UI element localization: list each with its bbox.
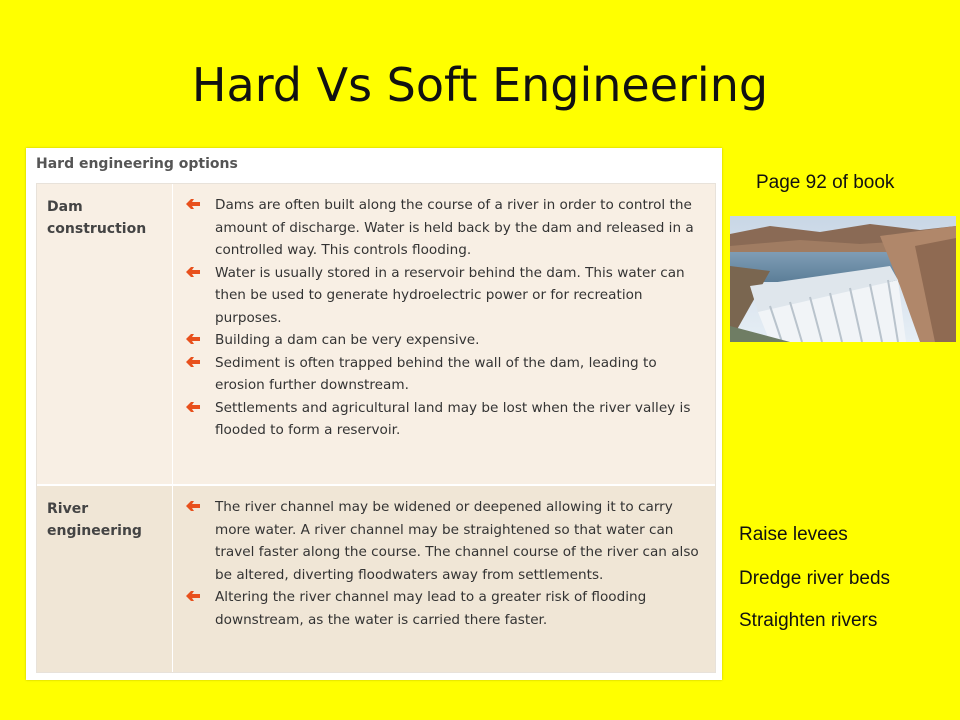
orange-arrow-bullet-icon [185,590,201,602]
table-row-dam [37,184,715,484]
bullet-item [215,194,705,262]
orange-arrow-bullet-icon [185,401,201,413]
bullet-item [215,397,705,442]
row-label-river [37,486,173,672]
side-list-item-straighten: Straighten rivers [739,610,878,631]
row-label-dam [37,184,173,484]
orange-arrow-bullet-icon [185,198,201,210]
bullet-text: Altering the river channel may lead to a greater risk of flooding downstream, as the water is carried there faster. [215,589,647,628]
bullet-text: Dams are often built along the course of a river in order to control the amount of discharge. Water is held back by the dam and released in a controlled way. This controls flooding. [215,197,694,258]
bullet-item [215,586,705,631]
bullet-item [215,496,705,586]
dam-photo-graphic [730,216,956,342]
options-table [36,183,716,673]
bullet-text: Sediment is often trapped behind the wall of the dam, leading to erosion further downstream. [215,354,657,393]
bullet-text: Settlements and agricultural land may be lost when the river valley is flooded to form a reservoir. [215,399,691,438]
table-row-river [37,486,715,672]
bullet-text: Water is usually stored in a reservoir behind the dam. This water can then be used to generate hydroelectric power or for recreation purposes. [215,264,685,326]
slide-title: Hard Vs Soft Engineering [191,58,769,112]
bullet-item [215,352,705,397]
side-list-item-levees: Raise levees [739,524,848,545]
bullet-text: Building a dam can be very expensive. [215,332,480,348]
bullet-item [215,329,705,352]
bullet-item [215,262,705,330]
orange-arrow-bullet-icon [185,333,201,345]
dam-photo [730,216,956,342]
row-label-text: Dam construction [47,199,147,237]
hard-engineering-table-image [26,148,722,680]
bullet-text: The river channel may be widened or deepened allowing it to carry more water. A river channel may be straightened so that water can travel faster along the course. The channel course of the river can also be altered, diverting floodwaters away from settlements. [215,499,699,583]
orange-arrow-bullet-icon [185,500,201,512]
page-reference: Page 92 of book [756,172,895,193]
orange-arrow-bullet-icon [185,356,201,368]
table-heading: Hard engineering options [36,156,238,172]
side-list-item-dredge: Dredge river beds [739,568,891,589]
orange-arrow-bullet-icon [185,266,201,278]
row-label-text: River engineering [47,501,142,539]
row-body-river [175,486,715,672]
row-body-dam [175,184,715,484]
